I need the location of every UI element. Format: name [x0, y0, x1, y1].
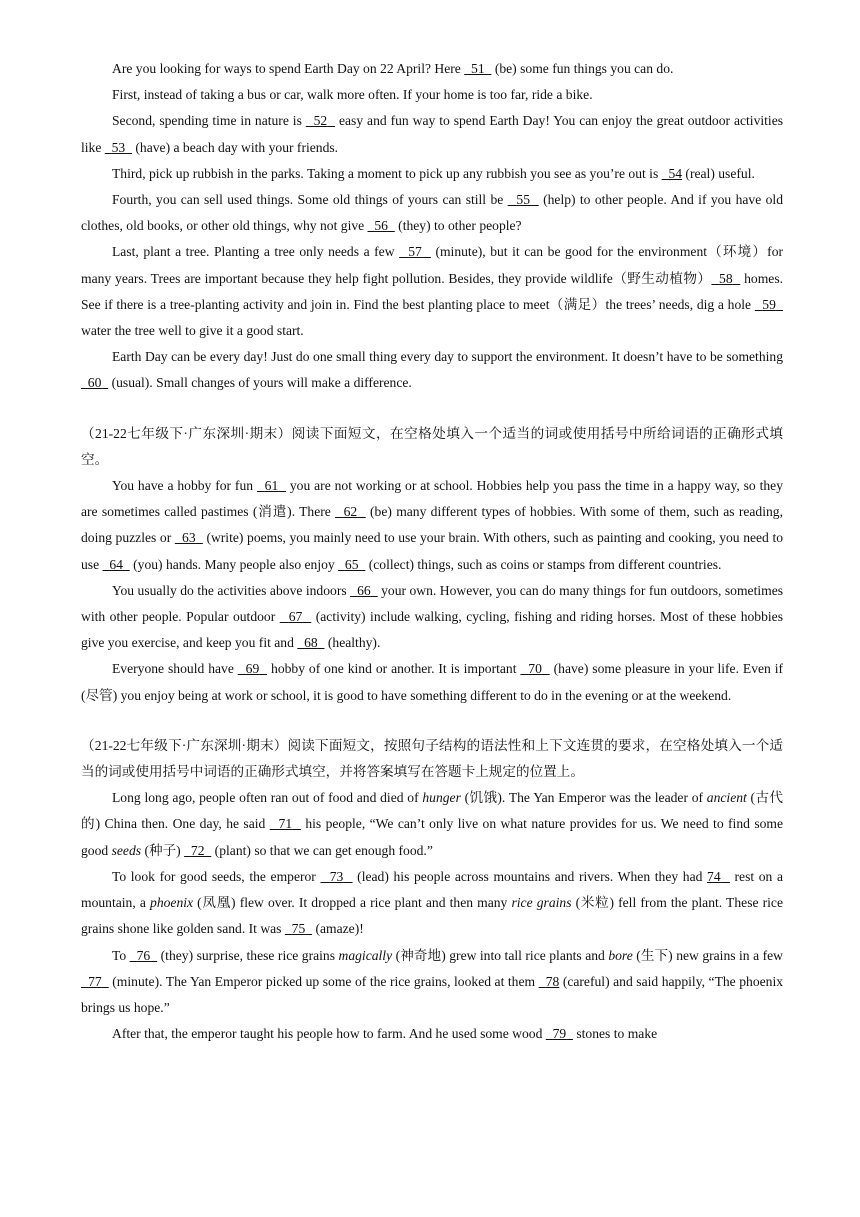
- paragraph: First, instead of taking a bus or car, walk more often. If your home is too far, ride a bike.: [112, 87, 593, 103]
- blank-75: 75: [291, 921, 306, 937]
- paragraph: Are you looking for ways to spend Earth Day on 22 April? Here 51 (be) some fun things you can do.: [112, 61, 674, 76]
- blank-79: 79: [552, 1026, 567, 1042]
- paragraph: Earth Day can be every day! Just do one small thing every day to support the environment. It doesn’t have to be something 60 (usual). Small changes of yours will make a difference.: [81, 344, 783, 396]
- paragraph: Fourth, you can sell used things. Some old things of yours can still be 55 (help) to other people. And if you have old clothes, old books, or other old things, why not give 56 (they) to other people?: [81, 192, 783, 234]
- blank-57: 57: [408, 244, 422, 260]
- blank-53: 53: [111, 139, 126, 155]
- blank-72: 72: [190, 842, 205, 858]
- blank-59: 59: [762, 296, 776, 312]
- blank-67: 67: [288, 609, 303, 625]
- paragraph: Last, plant a tree. Planting a tree only needs a few 57 (minute), but it can be good for the environment（环境）for many years. Trees are important because they help fight pollution. Besides, they provide wildlife（野生动植物） 58 homes. See if there is a tree-planting activity and join in. Find the best planting place to meet（满足）the trees’ needs, dig a hole 59 water the tree well to give it a good start.: [81, 244, 784, 339]
- blank-69: 69: [245, 661, 260, 677]
- document-page: [81, 56, 783, 1047]
- blank-61: 61: [264, 478, 279, 494]
- question-source: （21-22七年级下·广东深圳·期末）阅读下面短文，在空格处填入一个适当的词或使用括号中所给词语的正确形式填空。: [81, 425, 783, 467]
- blank-70: 70: [528, 661, 542, 677]
- paragraph: Second, spending time in nature is 52 easy and fun way to spend Earth Day! You can enjoy the great outdoor activities like 53 (have) a beach day with your friends.: [81, 113, 784, 155]
- blank-78: 78: [545, 973, 560, 989]
- blank-55: 55: [516, 192, 530, 208]
- blank-60: 60: [87, 375, 102, 391]
- paragraph: Long long ago, people often ran out of food and died of hunger (饥饿). The Yan Emperor was the leader of ancient (古代的) China then. One day, he said 71 his people, “We can’t only live on what nature provides for us. We need to find some good seeds (种子) 72 (plant) so that we can get enough food.”: [81, 790, 784, 858]
- paragraph: Everyone should have 69 hobby of one kind or another. It is important 70 (have) some pleasure in your life. Even if (尽管) you enjoy being at work or school, it is good to have something different to do in the evening or at the weekend.: [81, 661, 784, 703]
- blank-76: 76: [136, 947, 151, 963]
- paragraph: After that, the emperor taught his people how to farm. And he used some wood 79 stones to make: [112, 1026, 658, 1042]
- blank-65: 65: [344, 556, 359, 572]
- blank-52: 52: [313, 113, 328, 129]
- blank-56: 56: [374, 218, 388, 234]
- blank-74: 74: [707, 868, 721, 884]
- paragraph: You usually do the activities above indoors 66 your own. However, you can do many things for fun outdoors, sometimes with other people. Popular outdoor 67 (activity) include walking, cycling, fishing and riding horses. Most of these hobbies give you exercise, and keep you fit and 68 (healthy).: [81, 582, 784, 651]
- blank-66: 66: [357, 582, 371, 598]
- paragraph: You have a hobby for fun 61 you are not working or at school. Hobbies help you pass the time in a happy way, so they are sometimes called pastimes (消遣). There 62 (be) many different types of hobbies. With some of them, such as reading, doing puzzles or 63 (write) poems, you mainly need to use your brain. With others, such as painting and cooking, you need to use 64 (you) hands. Many people also enjoy 65 (collect) things, such as coins or stamps from different countries.: [81, 478, 784, 572]
- blank-71: 71: [278, 816, 293, 832]
- blank-77: 77: [88, 973, 102, 989]
- blank-51: 51: [471, 61, 485, 76]
- blank-62: 62: [343, 504, 358, 520]
- blank-54: 54: [668, 165, 683, 181]
- blank-58: 58: [719, 270, 733, 286]
- blank-73: 73: [329, 868, 344, 884]
- blank-68: 68: [304, 635, 318, 651]
- question-source: （21-22七年级下·广东深圳·期末）阅读下面短文，按照句子结构的语法性和上下文连贯的要求，在空格处填入一个适当的词或使用括号中词语的正确形式填空，并将答案填写在答题卡上规定的位置上。: [81, 737, 783, 780]
- blank-64: 64: [109, 556, 123, 572]
- paragraph: Third, pick up rubbish in the parks. Taking a moment to pick up any rubbish you see as you’re out is 54 (real) useful.: [112, 165, 755, 181]
- blank-63: 63: [182, 530, 196, 546]
- paragraph: To look for good seeds, the emperor 73 (lead) his people across mountains and rivers. When they had 74 rest on a mountain, a phoenix (凤凰) flew over. It dropped a rice plant and then many rice grains (米粒) fell from the plant. These rice grains shone like golden sand. It was 75 (amaze)!: [81, 868, 784, 937]
- paragraph: To 76 (they) surprise, these rice grains magically (神奇地) grew into tall rice plants and bore (生下) new grains in a few 77 (minute). The Yan Emperor picked up some of the rice grains, looked at them 78 (careful) and said happily, “The phoenix brings us hope.”: [81, 947, 784, 1015]
